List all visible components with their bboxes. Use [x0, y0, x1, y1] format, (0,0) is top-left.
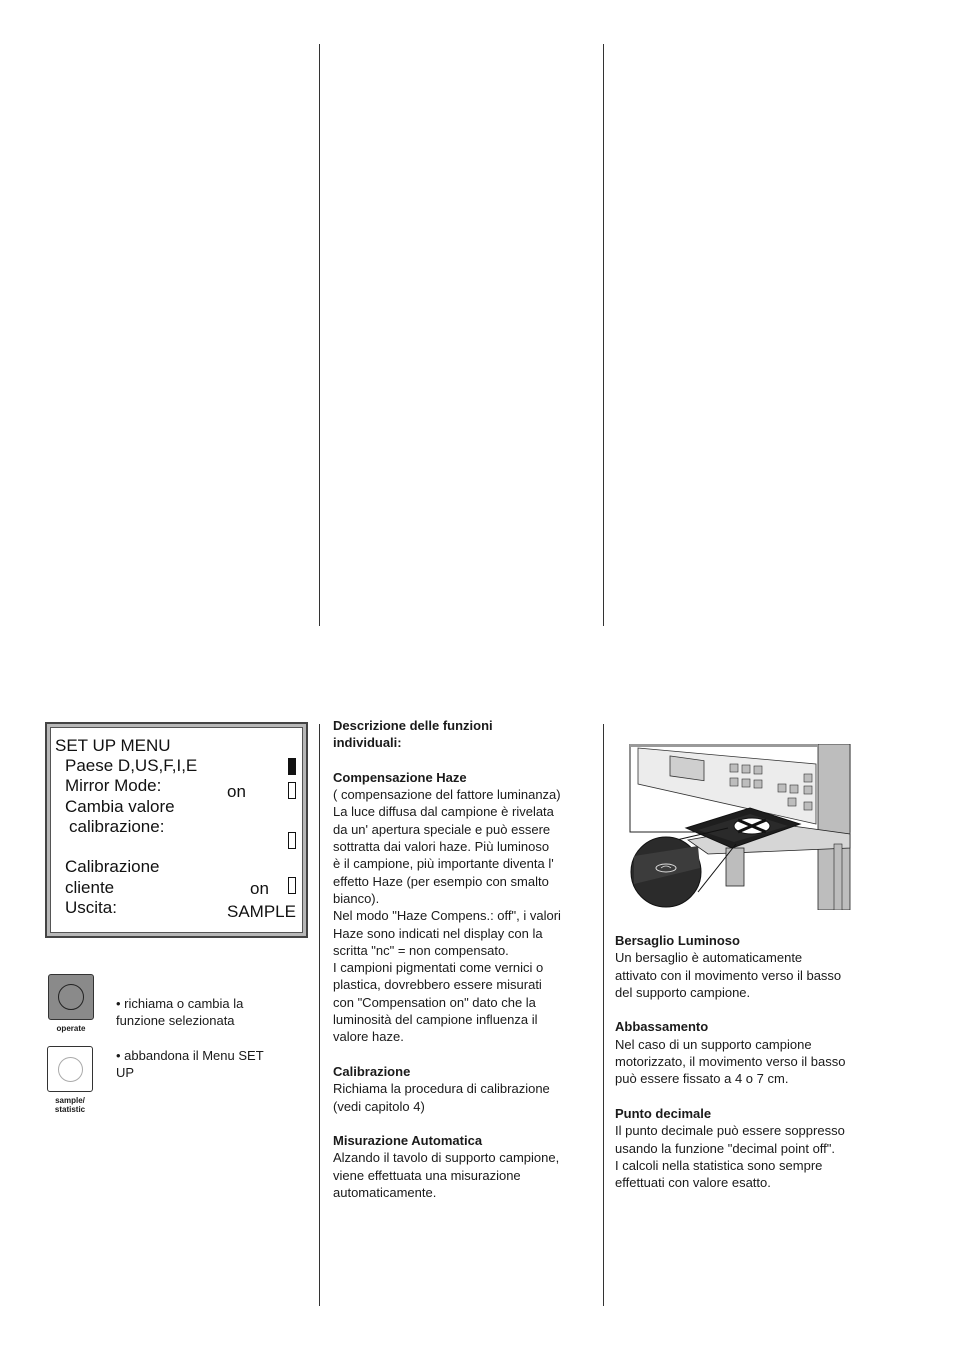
display-line-country: Paese D,US,F,I,E [65, 756, 198, 775]
operate-ring-icon [58, 984, 84, 1010]
section-heading: Punto decimale [615, 1105, 712, 1121]
section-light-target: Bersaglio Luminoso Un bersaglio è automaticamente attivato con il movimento verso il basso del supporto campione. [615, 932, 883, 1001]
section-heading: Compensazione Haze [333, 769, 467, 785]
operate-key-description: • richiama o cambia la funzione selezionata [116, 996, 244, 1028]
mirror-mode-value: on [227, 782, 246, 801]
display-line-customer-calibration: Calibrazione [65, 857, 160, 876]
section-haze-compensation: Compensazione Haze ( compensazione del fattore luminanza) La luce diffusa dal campione è rivelata da un' apertura speciale e può essere sottratta dai valori haze. Più luminoso è il campione, più importante diventa l' effetto Haze (per esempio con smalto bianco). Nel modo "Haze Compens.: off", i valori Haze sono indicati nel display con la scritta "nc" = non compensato. I campioni pigmentati come vernici o plastica, dovrebbero essere misurati con "Compensation on" dato che la luminosità del campione influenza il valore haze. [333, 769, 595, 1046]
setup-menu-display [45, 722, 308, 938]
right-descriptions-column [615, 932, 883, 1209]
section-decimal-point: Punto decimale Il punto decimale può essere soppresso usando la funzione "decimal point off". I calcoli nella statistica sono sempre effettuati con valore esatto. [615, 1105, 883, 1191]
customer-calibration-value: on [250, 879, 269, 898]
sample-statistic-button[interactable] [47, 1046, 93, 1092]
setup-menu-screen [50, 727, 303, 933]
display-line-exit: Uscita: [65, 898, 117, 917]
display-line-customer: cliente [65, 878, 115, 897]
exit-value: SAMPLE [227, 902, 296, 921]
section-heading: Calibrazione [333, 1063, 411, 1079]
column-divider-bottom-left [319, 724, 320, 1306]
intro-heading: Descrizione delle funzioni individuali: [333, 718, 493, 751]
display-line-calibration: calibrazione: [69, 817, 165, 836]
column-divider-top-right [603, 44, 604, 626]
operate-key-label: operate [56, 1024, 86, 1033]
section-heading: Bersaglio Luminoso [615, 933, 740, 948]
section-lowering: Abbassamento Nel caso di un supporto campione motorizzato, il movimento verso il basso può essere fissato a 4 o 7 cm. [615, 1018, 883, 1087]
mirror-mode-checkbox [288, 782, 296, 799]
section-automatic-measurement: Misurazione Automatica Alzando il tavolo di supporto campione, viene effettuata una misurazione automaticamente. [333, 1132, 595, 1201]
sample-statistic-ring-icon [58, 1057, 83, 1082]
operate-button[interactable] [48, 974, 94, 1020]
display-title: SET UP MENU [55, 736, 171, 755]
display-line-mirror-mode: Mirror Mode: [65, 776, 162, 795]
column-divider-top-left [319, 44, 320, 626]
customer-calibration-checkbox [288, 877, 296, 894]
section-heading: Misurazione Automatica [333, 1133, 483, 1149]
column-divider-bottom-right [603, 724, 604, 1306]
function-descriptions-column [333, 717, 595, 1219]
section-calibration: Calibrazione Richiama la procedura di calibrazione (vedi capitolo 4) [333, 1063, 595, 1115]
instrument-illustration [628, 744, 852, 910]
calibration-checkbox [288, 832, 296, 849]
section-heading: Abbassamento [615, 1019, 709, 1035]
sample-statistic-key-description: • abbandona il Menu SET UP [116, 1048, 264, 1080]
cursor-block [288, 758, 296, 775]
display-line-change-value: Cambia valore [65, 797, 175, 816]
sample-statistic-key-label: sample/ statistic [54, 1096, 86, 1114]
